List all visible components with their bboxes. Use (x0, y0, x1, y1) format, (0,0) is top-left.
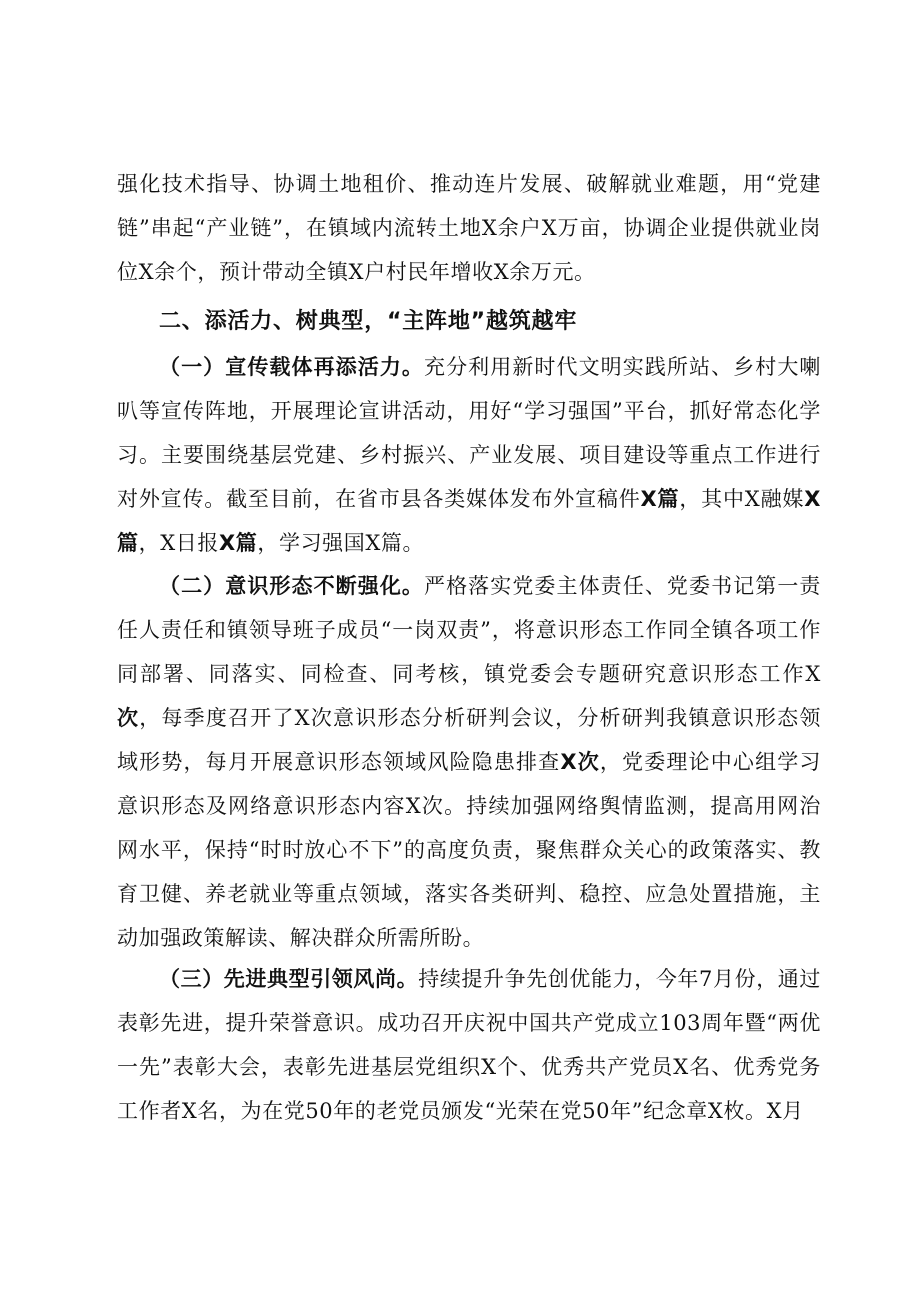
item-text: ，党委理论中心组学习意识形态及网络意识形态内容X次。持续加强网络舆情监测，提高用网治网水平，保持“时时放心不下”的高度负责，聚焦群众关心的政策落实、教育卫健、养老就业等重点领域，落实各类研判、稳控、应急处置措施，主动加强政策解读、解决群众所需所盼。 (117, 750, 821, 950)
item-title: （一）宣传载体再添活力。 (159, 355, 424, 379)
paragraph-continuation (117, 162, 821, 294)
paragraph-ideology (117, 564, 821, 960)
item-title: （三）先进典型引领风尚。 (159, 967, 419, 991)
item-text: ，学习强国X篇。 (257, 531, 425, 555)
item-title: （二）意识形态不断强化。 (159, 574, 424, 598)
item-text: 严格落实党委主体责任、党委书记第一责任人责任和镇领导班子成员“一岗双责”，将意识形态工作同全镇各项工作同部署、同落实、同检查、同考核，镇党委会专题研究意识形态工作X (117, 574, 821, 686)
item-text: 持续提升争先创优能力，今年7月份，通过表彰先进，提升荣誉意识。成功召开庆祝中国共产党成立103周年暨“两优一先”表彰大会，表彰先进基层党组织X个、优秀共产党员X名、优秀党务工作者X名，为在党50年的老党员颁发“光荣在党50年”纪念章X枚。X月 (117, 967, 821, 1123)
bold-count: 次 (117, 706, 140, 730)
paragraph-text: 强化技术指导、协调土地租价、推动连片发展、破解就业难题，用“党建链”串起“产业链”，在镇域内流转土地X余户X万亩，协调企业提供就业岗位X余个，预计带动全镇X户村民年增收X余万元。 (117, 172, 821, 284)
bold-count: X篇 (640, 487, 680, 511)
item-text: ，每季度召开了X次意识形态分析研判会议，分析研判我镇意识形态领域形势，每月开展意识形态领域风险隐患排查 (117, 706, 821, 774)
bold-count: X篇 (218, 531, 258, 555)
paragraph-publicity (117, 345, 821, 565)
item-text: 充分利用新时代文明实践所站、乡村大喇叭等宣传阵地，开展理论宣讲活动，用好“学习强国”平台，抓好常态化学习。主要围绕基层党建、乡村振兴、产业发展、项目建设等重点工作进行对外宣传。截至目前，在省市县各类媒体发布外宣稿件 (117, 355, 821, 511)
item-text: ，X日报 (138, 531, 219, 555)
section-heading: 二、添活力、树典型，“主阵地”越筑越牢 (159, 309, 578, 334)
bold-count: X篇 (117, 487, 821, 555)
bold-count: X次 (560, 750, 600, 774)
paragraph-models (117, 957, 821, 1133)
item-text: ，其中X融媒 (679, 487, 805, 511)
